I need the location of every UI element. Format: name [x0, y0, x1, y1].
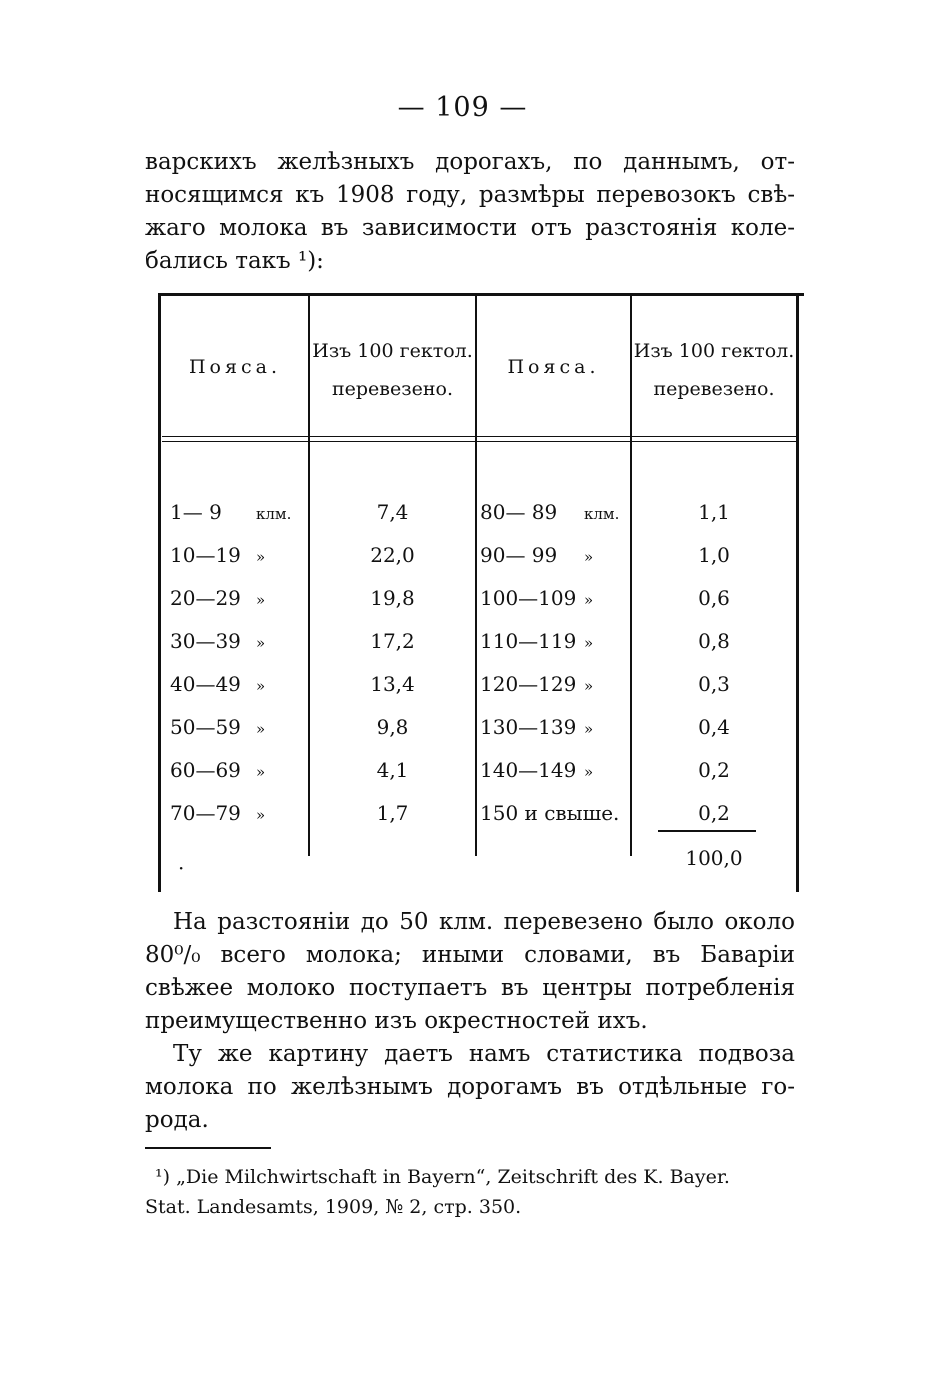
zone-cell: 30—39 »	[170, 629, 266, 653]
stray-dot: ·	[178, 856, 185, 880]
text-line: 80⁰/₀ всего молока; иными словами, въ Баваріи	[145, 942, 795, 968]
text-line: молока по желѣзнымъ дорогамъ въ отдѣльные го-	[145, 1074, 795, 1100]
value-cell: 0,4	[698, 715, 730, 739]
header-double-rule	[162, 436, 796, 442]
milk-transport-table	[158, 293, 804, 892]
header-zone-right: Пояса.	[507, 356, 600, 378]
header-value-right	[632, 332, 796, 408]
table-row	[158, 663, 804, 706]
zone-cell: 140—149 »	[480, 758, 594, 782]
value-cell: 1,0	[698, 543, 730, 567]
table-row	[158, 534, 804, 577]
table-row	[158, 620, 804, 663]
table-row	[158, 577, 804, 620]
conclusion-paragraph	[145, 906, 795, 1038]
zone-cell: 80— 89 клм.	[480, 500, 620, 524]
header-value-left-line1: Изъ 100 гектол.	[312, 340, 473, 362]
text-line: преимущественно изъ окрестностей ихъ.	[145, 1008, 648, 1034]
value-cell: 0,2	[698, 758, 730, 782]
header-value-right-line2: перевезено.	[653, 378, 775, 400]
sum-rule	[658, 830, 756, 832]
header-value-right-line1: Изъ 100 гектол.	[633, 340, 795, 362]
value-cell: 1,1	[698, 500, 730, 524]
header-value-left	[310, 332, 475, 408]
value-cell: 13,4	[370, 672, 415, 696]
value-cell: 19,8	[370, 586, 415, 610]
next-paragraph	[145, 1038, 795, 1137]
footnote-line: ¹) „Die Milchwirtschaft in Bayern“, Zeitschrift des K. Bayer.	[155, 1166, 730, 1188]
total-value: 100,0	[685, 846, 743, 870]
value-cell: 7,4	[376, 500, 409, 524]
zone-cell: 60—69 »	[170, 758, 266, 782]
table-row	[158, 491, 804, 534]
value-cell: 0,8	[698, 629, 730, 653]
table-row	[158, 792, 804, 835]
zone-cell: 110—119 »	[480, 629, 594, 653]
footnote-rule	[145, 1147, 271, 1149]
text-line: Ту же картину даетъ намъ статистика подвоза	[173, 1041, 795, 1067]
zone-cell: 130—139 »	[480, 715, 594, 739]
zone-cell: 40—49 »	[170, 672, 266, 696]
value-cell: 22,0	[370, 543, 415, 567]
value-cell: 0,6	[698, 586, 730, 610]
value-cell: 0,2	[698, 801, 730, 825]
header-value-left-line2: перевезено.	[331, 378, 453, 400]
value-cell: 1,7	[376, 801, 409, 825]
footnote-line: Stat. Landesamts, 1909, № 2, стр. 350.	[145, 1196, 522, 1218]
zone-cell: 10—19 »	[170, 543, 266, 567]
value-cell: 0,3	[698, 672, 730, 696]
value-cell: 9,8	[376, 715, 409, 739]
zone-cell: 100—109 »	[480, 586, 594, 610]
text-line: варскихъ желѣзныхъ дорогахъ, по даннымъ, от-	[145, 149, 795, 175]
zone-cell: 1— 9 клм.	[170, 500, 292, 524]
page-number: — 109 —	[397, 92, 528, 123]
value-cell: 17,2	[370, 629, 415, 653]
text-line: На разстояніи до 50 клм. перевезено было около	[173, 909, 795, 935]
zone-cell: 150 и свыше.	[480, 801, 620, 825]
text-line: рода.	[145, 1107, 209, 1133]
zone-cell: 70—79 »	[170, 801, 266, 825]
zone-cell: 20—29 »	[170, 586, 266, 610]
footnote	[145, 1162, 795, 1222]
header-zone-left: Пояса.	[188, 356, 281, 378]
text-line: жаго молока въ зависимости отъ разстоянія коле-	[145, 215, 795, 241]
zone-cell: 90— 99 »	[480, 543, 594, 567]
text-line: бались такъ ¹):	[145, 248, 324, 274]
table-row	[158, 749, 804, 792]
zone-cell: 120—129 »	[480, 672, 594, 696]
value-cell: 4,1	[376, 758, 409, 782]
table-row	[158, 706, 804, 749]
zone-cell: 50—59 »	[170, 715, 266, 739]
text-line: свѣжее молоко поступаетъ въ центры потребленія	[145, 975, 795, 1001]
text-line: носящимся къ 1908 году, размѣры перевозокъ свѣ-	[145, 182, 795, 208]
intro-paragraph	[145, 146, 795, 278]
